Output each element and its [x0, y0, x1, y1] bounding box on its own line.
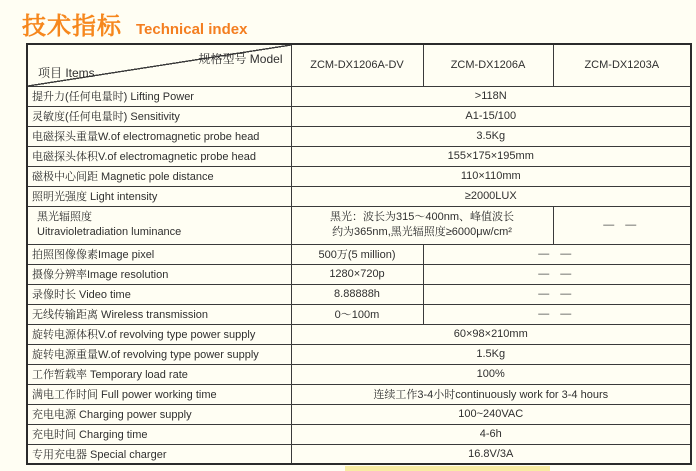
- corner-cell: [27, 44, 291, 86]
- row-value: 16.8V/3A: [291, 444, 691, 464]
- row-value: 4-6h: [291, 424, 691, 444]
- row-label: 照明光强度 Light intensity: [27, 186, 291, 206]
- table-row: [27, 146, 691, 166]
- row-value: 155×175×195mm: [291, 146, 691, 166]
- table-row: [27, 126, 691, 146]
- table-row: [27, 244, 691, 264]
- table-row: [27, 86, 691, 106]
- table-row: [27, 424, 691, 444]
- na-cell: — —: [423, 284, 691, 304]
- table-row: [27, 344, 691, 364]
- row-value: 110×110mm: [291, 166, 691, 186]
- row-value: 连续工作3-4小时continuously work for 3-4 hours: [291, 384, 691, 404]
- row-value: 3.5Kg: [291, 126, 691, 146]
- spec-table: [26, 43, 692, 465]
- row-label-line1: 黑光辐照度: [37, 211, 92, 224]
- row-value: 100~240VAC: [291, 404, 691, 424]
- row-value: ≥2000LUX: [291, 186, 691, 206]
- row-label: 摄像分辨率Image resolution: [27, 264, 291, 284]
- row-label: 满电工作时间 Full power working time: [27, 384, 291, 404]
- row-label: 旋转电源重量W.of revolving type power supply: [27, 344, 291, 364]
- na-cell: — —: [553, 206, 691, 244]
- row-label: 电磁探头重量W.of electromagnetic probe head: [27, 126, 291, 146]
- table-row: [27, 166, 691, 186]
- row-value: A1-15/100: [291, 106, 691, 126]
- row-label: 专用充电器 Special charger: [27, 444, 291, 464]
- row-value: 1280×720p: [291, 264, 423, 284]
- row-label: 录像时长 Video time: [27, 284, 291, 304]
- row-label: 充电电源 Charging power supply: [27, 404, 291, 424]
- row-label: 充电时间 Charging time: [27, 424, 291, 444]
- model-header-1: ZCM-DX1206A-DV: [291, 44, 423, 86]
- row-label: 电磁探头体积V.of electromagnetic probe head: [27, 146, 291, 166]
- corner-model-label: 规格型号 Model: [198, 52, 283, 66]
- row-value: 8.88888h: [291, 284, 423, 304]
- table-row: [27, 404, 691, 424]
- na-cell: — —: [423, 244, 691, 264]
- table-row: [27, 264, 691, 284]
- table-header-row: [27, 44, 691, 86]
- row-label: 旋转电源体积V.of revolving type power supply: [27, 324, 291, 344]
- na-cell: — —: [423, 264, 691, 284]
- yellow-highlight-bar: [345, 466, 550, 471]
- table-row: [27, 304, 691, 324]
- row-label: 工作暂载率 Temporary load rate: [27, 364, 291, 384]
- row-value: 1.5Kg: [291, 344, 691, 364]
- page-title-zh: 技术指标: [22, 13, 122, 40]
- row-value: >118N: [291, 86, 691, 106]
- corner-items-label: 项目 Items: [38, 65, 95, 80]
- page-title: [22, 6, 247, 41]
- row-value-line2: 约为365nm,黑光辐照度≥6000μw/cm²: [332, 226, 512, 238]
- row-label: 无线传输距离 Wireless transmission: [27, 304, 291, 324]
- row-value-line1: 黑光：波长为315～400nm、峰值波长: [330, 211, 514, 224]
- table-row: [27, 284, 691, 304]
- row-value: 0～100m: [291, 304, 423, 324]
- table-row: [27, 206, 691, 244]
- row-label-line2: Uitravioletradiation luminance: [37, 226, 182, 238]
- row-label: 拍照图像像素Image pixel: [27, 244, 291, 264]
- row-value: 60×98×210mm: [291, 324, 691, 344]
- model-header-3: ZCM-DX1203A: [553, 44, 691, 86]
- table-row: [27, 384, 691, 404]
- row-value: 100%: [291, 364, 691, 384]
- table-row: [27, 186, 691, 206]
- row-value: 500万(5 million): [291, 244, 423, 264]
- row-label: [27, 206, 291, 244]
- na-cell: — —: [423, 304, 691, 324]
- row-label: 磁极中心间距 Magnetic pole distance: [27, 166, 291, 186]
- table-row: [27, 324, 691, 344]
- row-value: [291, 206, 553, 244]
- table-row: [27, 106, 691, 126]
- table-row: [27, 444, 691, 464]
- table-row: [27, 364, 691, 384]
- row-label: 灵敏度(任何电量时) Sensitivity: [27, 106, 291, 126]
- model-header-2: ZCM-DX1206A: [423, 44, 553, 86]
- row-label: 提升力(任何电量时) Lifting Power: [27, 86, 291, 106]
- page-title-en: Technical index: [136, 21, 248, 38]
